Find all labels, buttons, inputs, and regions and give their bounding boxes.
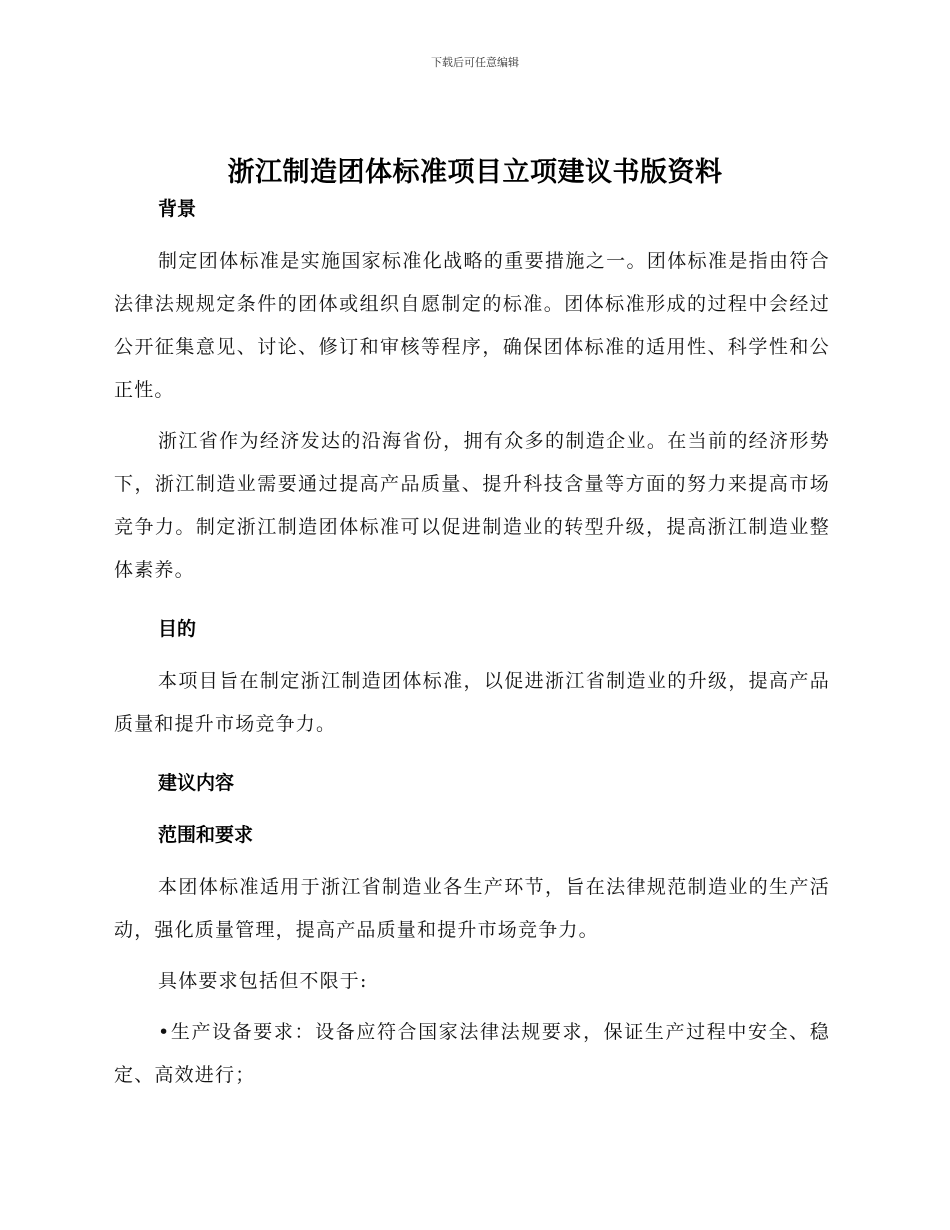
header-note: 下载后可任意编辑 bbox=[431, 56, 519, 69]
document-body bbox=[114, 194, 830, 1097]
paragraph-background-2: 浙江省作为经济发达的沿海省份，拥有众多的制造企业。在当前的经济形势下，浙江制造业需要通过提高产品质量、提升科技含量等方面的努力来提高市场竞争力。制定浙江制造团体标准可以促进制造业的转型升级，提高浙江制造业整体素养。 bbox=[114, 430, 830, 581]
section-heading-scope: 范围和要求 bbox=[158, 824, 254, 846]
paragraph-scope-1: 本团体标准适用于浙江省制造业各生产环节，旨在法律规范制造业的生产活动，强化质量管理，提高产品质量和提升市场竞争力。 bbox=[114, 876, 830, 941]
bullet-item bbox=[114, 1011, 830, 1097]
paragraph-purpose-1: 本项目旨在制定浙江制造团体标准，以促进浙江省制造业的升级，提高产品质量和提升市场竞争力。 bbox=[114, 670, 830, 735]
bullet-text: 生产设备要求：设备应符合国家法律法规要求，保证生产过程中安全、稳定、高效进行； bbox=[114, 1021, 830, 1086]
paragraph-background-1: 制定团体标准是实施国家标准化战略的重要措施之一。团体标准是指由符合法律法规规定条件的团体或组织自愿制定的标准。团体标准形成的过程中会经过公开征集意见、讨论、修订和审核等程序，确保团体标准的适用性、科学性和公正性。 bbox=[114, 250, 830, 401]
document-title: 浙江制造团体标准项目立项建议书版资料 bbox=[227, 157, 723, 188]
bullet-mark: • bbox=[158, 1021, 171, 1043]
section-heading-purpose: 目的 bbox=[158, 618, 197, 640]
section-heading-background: 背景 bbox=[158, 198, 197, 220]
paragraph-scope-2: 具体要求包括但不限于: bbox=[158, 970, 368, 992]
section-heading-proposal: 建议内容 bbox=[158, 772, 235, 794]
